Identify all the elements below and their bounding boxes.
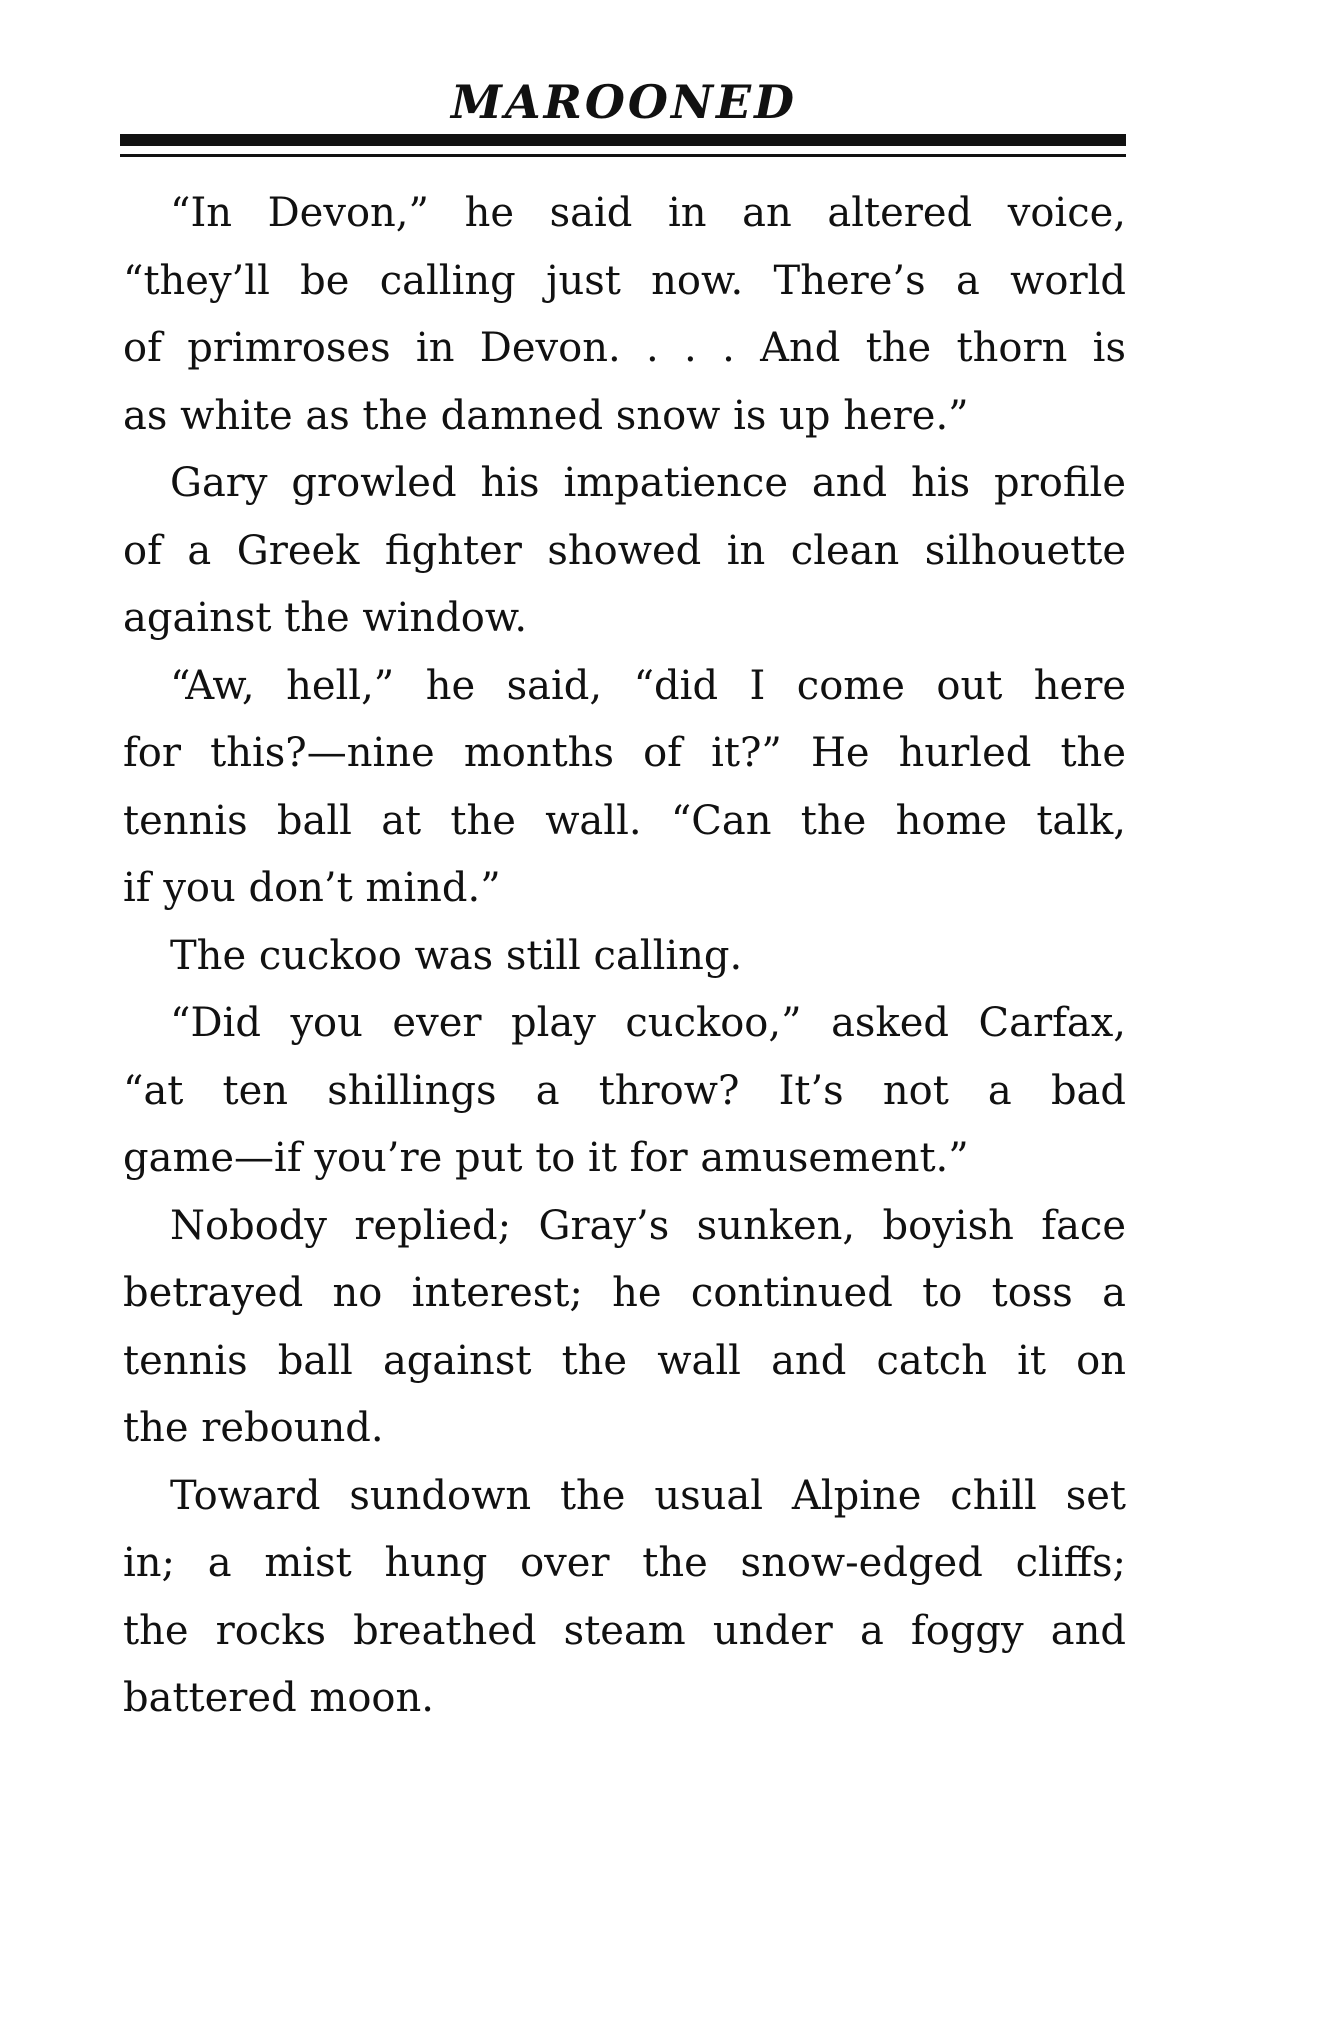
text-line: in; a mist hung over the snow-edged cliffs; — [123, 1540, 1126, 1586]
text-line: battered moon. — [123, 1675, 434, 1721]
text-line: Gary growled his impatience and his profile — [170, 460, 1126, 506]
header-rule-thin — [120, 154, 1126, 157]
text-line: against the window. — [123, 595, 528, 641]
text-line: the rocks breathed steam under a foggy and — [123, 1607, 1126, 1654]
paragraph-7 — [123, 1463, 1126, 1733]
text-line: if you don’t mind.” — [123, 865, 501, 911]
body-text — [123, 180, 1126, 1733]
text-line: as white as the damned snow is up here.” — [123, 392, 969, 439]
text-line: game—if you’re put to it for amusement.” — [123, 1135, 969, 1181]
paragraph-2 — [123, 450, 1126, 653]
paragraph-4 — [123, 923, 1126, 991]
text-line: the rebound. — [123, 1405, 384, 1451]
paragraph-6 — [123, 1193, 1126, 1463]
text-line: “Aw, hell,” he said, “did I come out here — [170, 662, 1126, 709]
header-rule-thick — [120, 134, 1126, 146]
text-line: betrayed no interest; he continued to toss a — [123, 1270, 1126, 1316]
paragraph-3 — [123, 653, 1126, 923]
text-line: “they’ll be calling just now. There’s a world — [123, 257, 1126, 304]
text-line: “at ten shillings a throw? It’s not a bad — [123, 1067, 1126, 1114]
text-line: “In Devon,” he said in an altered voice, — [170, 190, 1126, 236]
text-line: “Did you ever play cuckoo,” asked Carfax, — [170, 1000, 1126, 1046]
paragraph-5 — [123, 990, 1126, 1193]
paragraph-1 — [123, 180, 1126, 450]
text-line: The cuckoo was still calling. — [170, 932, 743, 979]
text-line: of primroses in Devon. . . . And the thorn is — [123, 325, 1126, 371]
text-line: of a Greek fighter showed in clean silhouette — [123, 527, 1126, 574]
text-line: tennis ball at the wall. “Can the home talk, — [123, 797, 1126, 844]
text-line: for this?—nine months of it?” He hurled the — [123, 730, 1126, 776]
text-line: Toward sundown the usual Alpine chill set — [170, 1472, 1126, 1519]
running-head: MAROONED — [451, 75, 797, 129]
text-line: tennis ball against the wall and catch it on — [123, 1337, 1126, 1384]
text-line: Nobody replied; Gray’s sunken, boyish face — [170, 1202, 1126, 1249]
